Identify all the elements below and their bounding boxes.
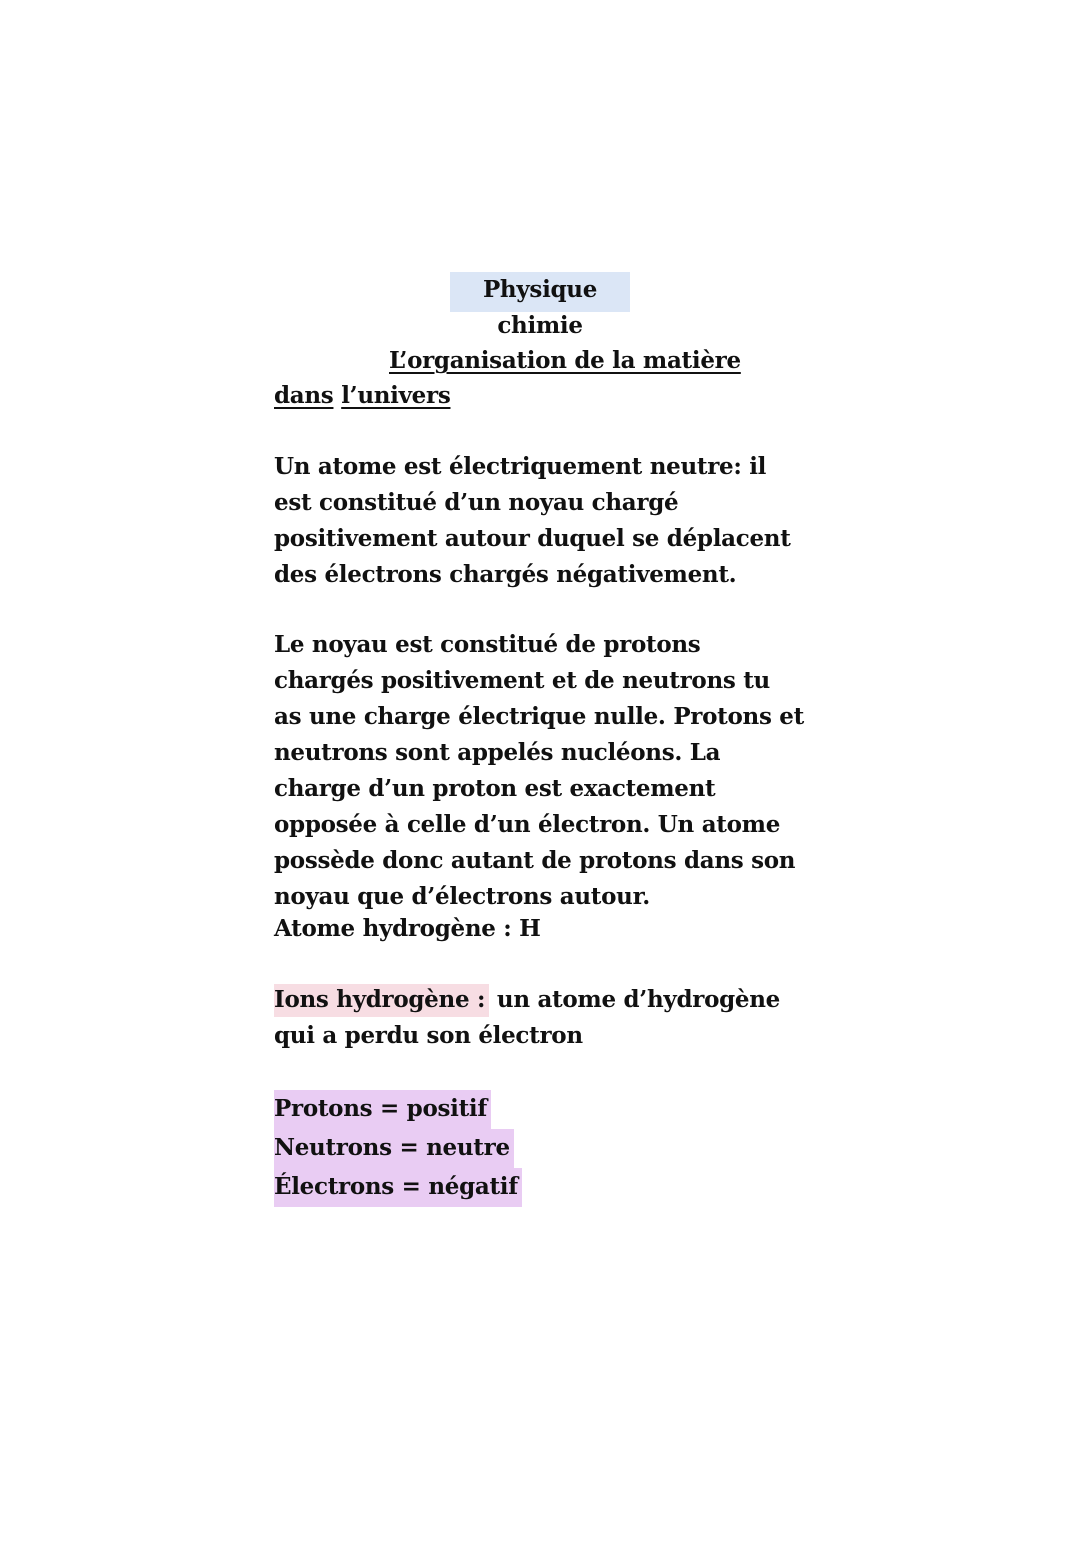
list-item [274, 1168, 534, 1207]
list-item-text: Neutrons = neutre [274, 1129, 514, 1168]
document-title: Physique chimie [450, 272, 630, 312]
list-item [274, 1090, 534, 1129]
hydrogen-atom-line: Atome hydrogène : H [274, 915, 541, 942]
list-item-text: Électrons = négatif [274, 1168, 522, 1207]
list-item-text: Protons = positif [274, 1090, 491, 1129]
ion-definition-text: un atome d’hydrogène qui a perdu son électron [274, 986, 780, 1049]
paragraph-atom-neutral: Un atome est électriquement neutre: il est constitué d’un noyau chargé positivement autour duquel se déplacent des électrons chargés négativement. [274, 453, 791, 588]
ion-term-highlight: Ions hydrogène : [274, 984, 489, 1017]
paragraph-nucleus: Le noyau est constitué de protons chargés positivement et de neutrons tu as une charge électrique nulle. Protons et neutrons sont appelés nucléons. La charge d’un proton est exactement opposée à celle d’un électron. Un atome possède donc autant de protons dans son noyau que d’électrons autour. [274, 631, 804, 910]
subtitle-line-2: l’univers [341, 382, 451, 409]
list-item [274, 1129, 534, 1168]
document-subtitle [274, 343, 804, 413]
particle-charge-list [274, 1090, 534, 1207]
subtitle-line-1: L’organisation de la matière dans [274, 347, 741, 409]
hydrogen-ion-definition [274, 982, 804, 1054]
